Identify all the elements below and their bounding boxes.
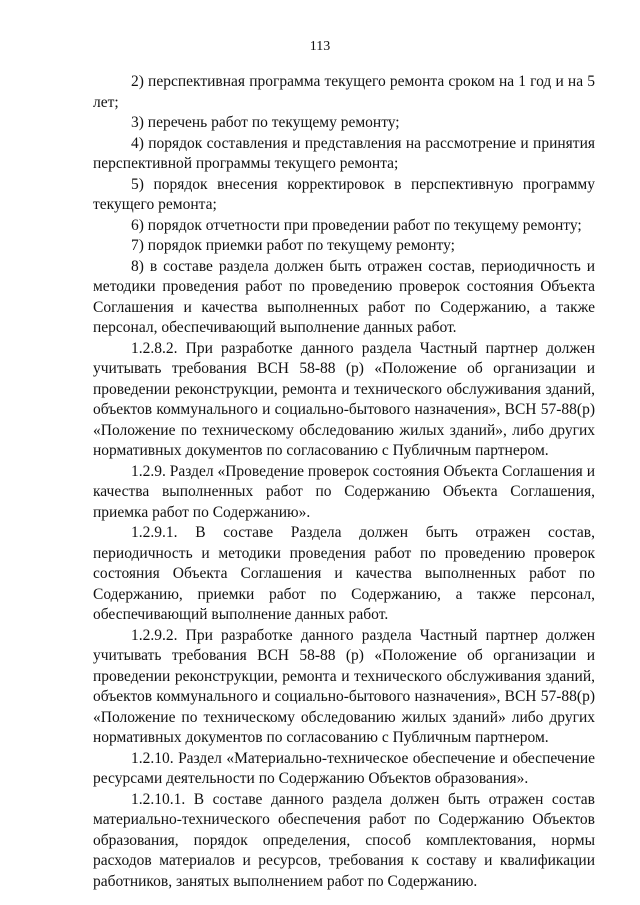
paragraph-item-2: 2) перспективная программа текущего ремонта сроком на 1 год и на 5 лет; xyxy=(93,73,595,111)
paragraph-item-4: 4) порядок составления и представления на рассмотрение и принятия перспективной программы текущего ремонта; xyxy=(93,134,595,172)
paragraph-item-3: 3) перечень работ по текущему ремонту; xyxy=(131,114,400,131)
paragraph-item-8: 8) в составе раздела должен быть отражен состав, периодичность и методики проведения работ по проведению проверок состояния Объекта Соглашения и качества выполненных работ по Содержанию, а также персонал, обеспечивающий выполнение данных работ. xyxy=(93,257,595,336)
paragraph-section-1-2-9-1: 1.2.9.1. В составе Раздела должен быть отражен состав, периодичность и методики проведения работ по проведению проверок состояния Объекта Соглашения и качества выполненных работ по Содержанию, приемки работ по Содержанию, а также персонал, обеспечивающий выполнение данных работ. xyxy=(93,524,595,623)
paragraph-item-5: 5) порядок внесения корректировок в перспективную программу текущего ремонта; xyxy=(93,175,595,213)
paragraph-item-6: 6) порядок отчетности при проведении работ по текущему ремонту; xyxy=(131,216,582,234)
paragraph-section-1-2-10-1: 1.2.10.1. В составе данного раздела должен быть отражен состав материально-технического обеспечения работ по Содержанию Объектов образования, порядок определения, способ комплектования, нормы расходов материалов и ресурсов, требования к составу и квалификации работников, занятых выполнением работ по Содержанию. xyxy=(93,790,595,890)
page-number: 113 xyxy=(309,39,331,54)
paragraph-section-1-2-8-2: 1.2.8.2. При разработке данного раздела Частный партнер должен учитывать требования ВСН 58-88 (р) «Положение об организации и проведении реконструкции, ремонта и технического обслуживания зданий, объектов коммунального и социально-бытового назначения», ВСН 57-88(р) «Положение по техническому обследованию жилых зданий», либо других нормативных документов по согласованию с Публичным партнером. xyxy=(93,339,595,459)
document-body xyxy=(93,72,595,892)
paragraph-item-7: 7) порядок приемки работ по текущему ремонту; xyxy=(131,237,455,254)
paragraph-section-1-2-9: 1.2.9. Раздел «Проведение проверок состояния Объекта Соглашения и качества выполненных работ по Содержанию Объекта Соглашения, приемка работ по Содержанию». xyxy=(93,462,595,521)
paragraph-section-1-2-9-2: 1.2.9.2. При разработке данного раздела Частный партнер должен учитывать требования ВСН 58-88 (р) «Положение об организации и проведении реконструкции, ремонта и технического обслуживания зданий, объектов коммунального и социально-бытового назначения», ВСН 57-88(р) «Положение по техническому обследованию жилых зданий» либо других нормативных документов по согласованию с Публичным партнером. xyxy=(93,626,595,746)
paragraph-section-1-2-10: 1.2.10. Раздел «Материально-техническое обеспечение и обеспечение ресурсами деятельности по Содержанию Объектов образования». xyxy=(93,749,595,787)
